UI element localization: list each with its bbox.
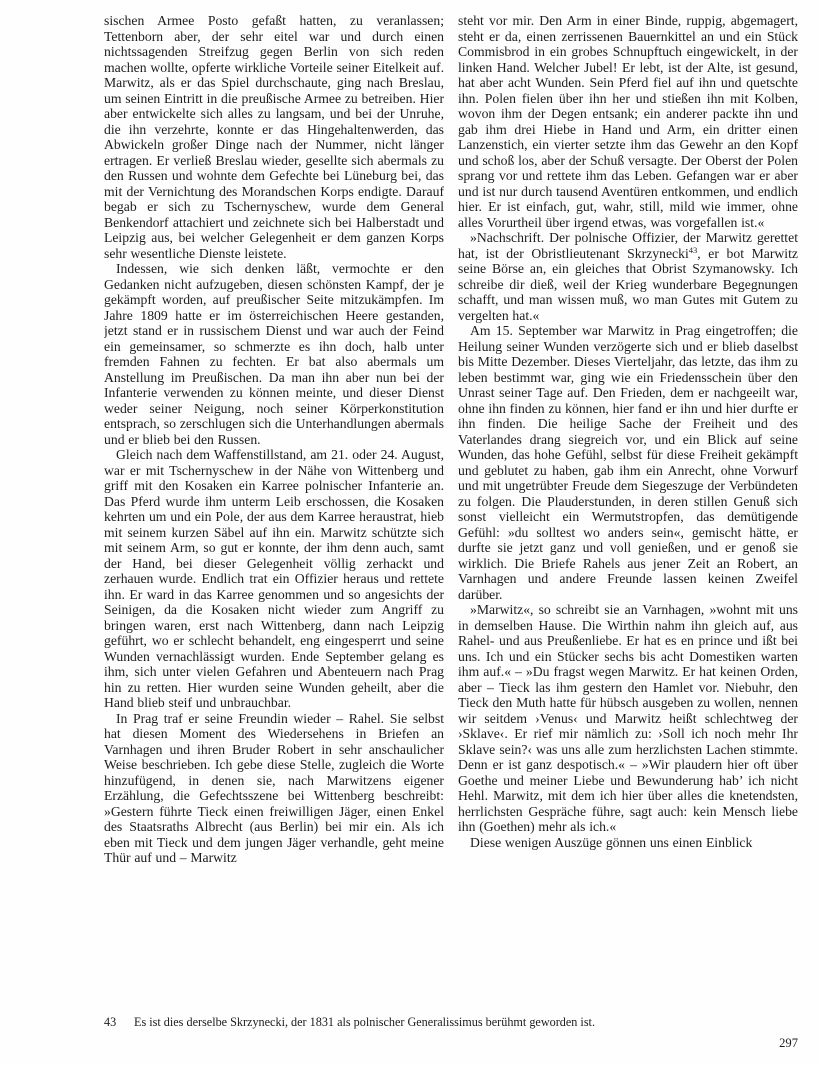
paragraph: Am 15. September war Marwitz in Prag eingetroffen; die Heilung seiner Wunden verzögerte sich und er blieb daselbst bis Mitte Dezember. Dieses Vierteljahr, das letzte, das ihm zu leben bestimmt war, ging wie ein Friedensschein über den Unrast seiner Tage auf. Den Frieden, dem er nachgeeilt war, ohne ihn finden zu können, hier fand er ihn und hier durfte er ihn finden. Die heilige Sache der Freiheit und des Vaterlandes drang siegreich vor, und ein Blick auf seine Wunden, das hohe Gefühl, selbst für diese Freiheit gekämpft und geblutet zu haben, gab ihm ein Anrecht, ohne Vorwurf und mit ungetrübter Freude dem Siegeszuge der Verbündeten zu folgen. Die Plauderstunden, in deren stillen Genuß sich sonst vielleicht ein Wermutstropfen, das demütigende Gefühl: »du solltest wo anders sein«, gemischt hätte, er durfte sie jetzt ganz und voll genießen, und er genoß sie wirklich. Die Briefe Rahels aus jener Zeit an Robert, an Varnhagen und andere Freunde lassen keinen Zweifel darüber. [458,323,798,602]
paragraph: Diese wenigen Auszüge gönnen uns einen Einblick [470,834,753,850]
footnote [104,1015,798,1029]
left-column [104,13,444,1011]
paragraph: »Nachschrift. Der polnische Offizier, der Marwitz gerettet hat, ist der Obristlieutenant Skrzynecki$^{43}$, er bot Marwitz seine Börse an, ein gleiches that Obrist Szymanowsky. Ich schreibe dir dieß, weil der Krieg wunderbare Begegnungen schafft, und man wissen muß, wo man Gutes mit Gutem zu vergelten hat.« [458,230,798,323]
footnote-ref: 43 [688,245,698,255]
paragraph: sischen Armee Posto gefaßt hatten, zu veranlassen; Tettenborn aber, der sehr eitel war und durch einen nichtssagenden Streifzug gegen Berlin von sich reden machen wollte, opferte wirkliche Vorteile seiner Eitelkeit auf. Marwitz, als er das Spiel durchschaute, ging nach Breslau, um seinen Eintritt in die preußische Armee zu betreiben. Hier aber entwickelte sich alles zu langsam, und bei der Unruhe, die ihn verzehrte, konnte er das Hingehaltenwerden, das Abwickeln großer Dinge nach der Nummer, nicht länger ertragen. Er verließ Breslau wieder, gesellte sich abermals zu den Russen und wohnte dem Gefechte bei Lüneburg bei, das mit der Vernichtung des Morandschen Korps endigte. Darauf begab er sich zu Tschernyschew, wurde dem General Benkendorf attachiert und zeichnete sich bei Halberstadt und Leipzig aus, bei welcher Gelegenheit er dem ganzen Korps sehr wesentliche Dienste leistete. [104,13,444,261]
paragraph: Indessen, wie sich denken läßt, vermochte er den Gedanken nicht aufzugeben, diesen schönsten Kampf, der je gekämpft worden, auf preußischer Seite mitzukämpfen. Im Jahre 1809 hatte er im österreichischen Heere gestanden, jetzt stand er in russischem Dienst und war auch der Feind ein gemeinsamer, so schmerzte es ihn doch, halb unter fremden Fahnen zu fechten. Er bat also abermals um Anstellung im Preußischen. Da man ihn aber nun bei der Infanterie verwenden zu können meinte, und dieser Dienst weder seiner Neigung, noch seiner Körperkonstitution entsprach, so zerschlugen sich die Unterhandlungen abermals und er blieb bei den Russen. [104,261,444,447]
paragraph: steht vor mir. Den Arm in einer Binde, ruppig, abgemagert, steht er da, einen zerrissenen Bauernkittel an und ein Stück Commisbrod in ein grobes Schnupftuch eingewickelt, in der linken Hand. Welcher Jubel! Er lebt, ist der Alte, ist gesund, hat aber acht Wunden. Sein Pferd fiel auf ihn und quetschte ihn. Polen fielen über ihn her und stießen ihn mit Kolben, wovon ihm der Degen entsank; ein anderer packte ihn und gab ihm drei Hiebe in Hand und Arm, ein dritter einen Lanzenstich, ein vierter setzte ihm das Gewehr an den Kopf und schoß los, aber der Schuß versagte. Der Oberst der Polen sprang vor und rettete ihm das Leben. Gefangen war er aber und ist nur durch tausend Aventüren entkommen, und endlich hier. Er ist einfach, gut, wahr, still, mild wie immer, ohne alles Vorurtheil über irgend etwas, was vorgefallen ist.« [458,13,798,230]
footnote-text: Es ist dies derselbe Skrzynecki, der 1831 als polnischer Generalissimus berühmt geworden ist. [134,1015,595,1029]
text-columns [104,13,798,1011]
page-number: 297 [779,1036,798,1050]
footnote-marker: 43 [104,1015,117,1029]
right-column [458,13,798,1011]
paragraph: Gleich nach dem Waffenstillstand, am 21. oder 24. August, war er mit Tschernyschew in der Nähe von Wittenberg und griff mit den Kosaken ein Karree polnischer Infanterie an. Das Pferd wurde ihm unterm Leib erschossen, die Kosaken kehrten um und ein Pole, der aus dem Karree heraustrat, hieb mit seinem kurzen Säbel auf ihn ein. Marwitz schützte sich mit seinem Arm, so gut er konnte, der ihm denn auch, samt der Hand, bei dieser Gelegenheit völlig zerhackt und zerhauen wurde. Endlich trat ein Offizier heraus und rettete ihn. Er ward in das Karree genommen und so angesichts der Seinigen, da die Kosaken nicht wieder zum Angriff zu bringen waren, erst nach Wittenberg, dann nach Leipzig geführt, wo er schlecht behandelt, eng eingesperrt und seine Wunden vernachlässigt wurden. Ende September gelang es ihm, sich unter vielen Gefahren und Abenteuern nach Prag hin zu retten. Hier wurden seine Wunden geheilt, aber die Hand blieb steif und unbrauchbar. [104,447,444,710]
paragraph: In Prag traf er seine Freundin wieder – Rahel. Sie selbst hat diesen Moment des Wiedersehens in Briefen an Varnhagen und ihren Bruder Robert in sehr anschaulicher Weise beschrieben. Ich gebe diese Stelle, zugleich die Worte hinzufügend, in denen sie, nach Marwitzens eigener Erzählung, die Gefechtsszene bei Wittenberg beschreibt: »Gestern führte Tieck einen freiwilligen Jäger, einen Enkel des Staatsraths Albrecht (aus Berlin) bei mir ein. Als ich eben mit Tieck und dem jungen Jäger verhandle, geht meine Thür auf und – Marwitz [104,710,444,865]
paragraph: »Marwitz«, so schreibt sie an Varnhagen, »wohnt mit uns in demselben Hause. Die Wirthin nahm ihn gleich auf, aus Rahel- und aus Preußenliebe. Er hat es en prince und ißt bei uns. Ich und ein Stücker sechs bis acht Domestiken warten ihm auf.« – »Du fragst wegen Marwitz. Er hat keinen Orden, aber – Tieck las ihm gestern den Hamlet vor. Niebuhr, den Tieck den Muth hatte für hübsch ausgeben zu wollen, nennen wir seitdem ›Venus‹ und Marwitz heißt schlechtweg der ›Sklave‹. Er rief mir nämlich zu: ›Soll ich noch mehr Ihr Sklave sein?‹ was uns alle zum herzlichsten Lachen stimmte. Denn er ist ganz despotisch.« – »Wir plaudern hier oft über Goethe und meiner Liebe und Bewunderung hab’ ich nicht Hehl. Marwitz, mit dem ich hier über alles die knetendsten, herrlichsten Gespräche führe, sagt auch: kein Mensch liebe ihn (Goethen) mehr als ich.« [458,602,798,834]
